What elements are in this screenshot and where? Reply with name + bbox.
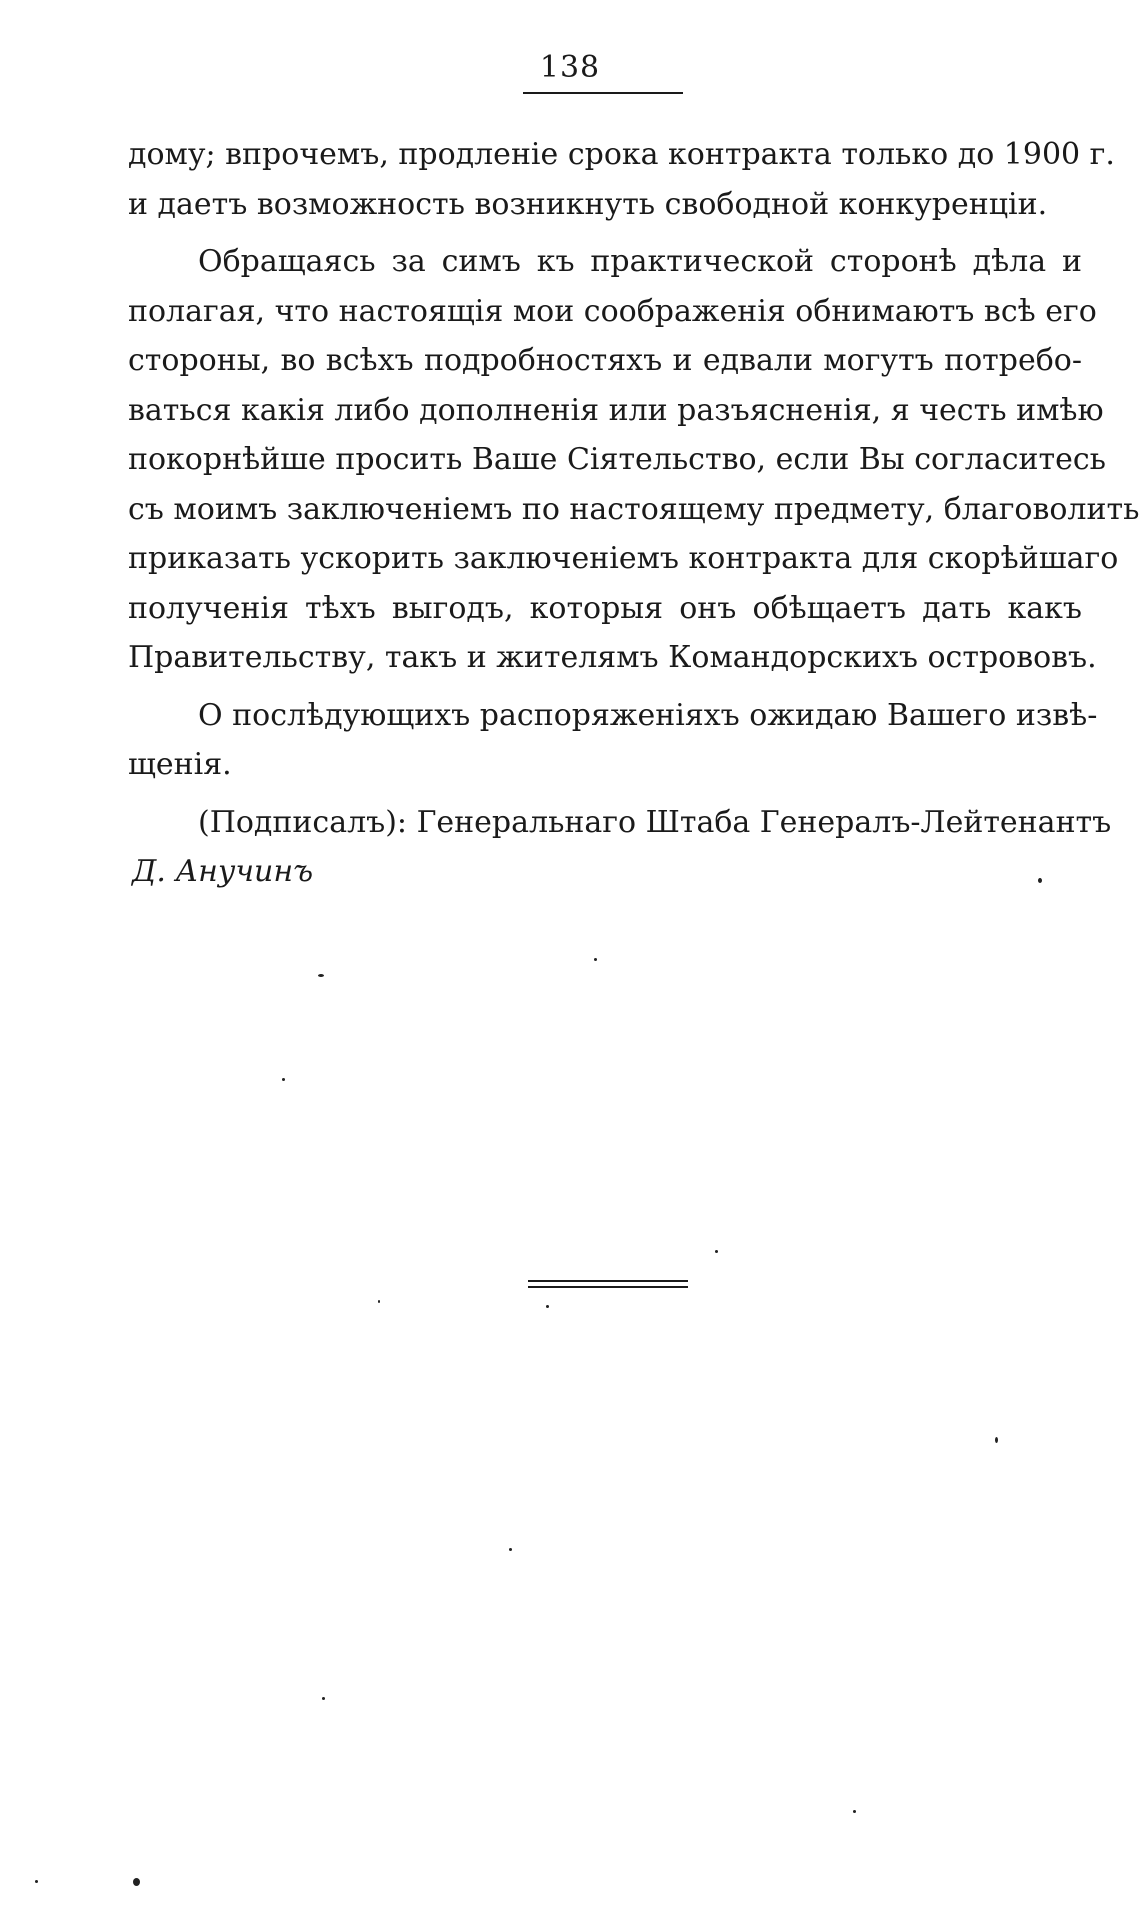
end-double-rule-top <box>528 1280 688 1282</box>
scan-speck <box>594 958 597 961</box>
paragraph-gap <box>128 683 1082 691</box>
scan-speck <box>995 1437 998 1443</box>
text-line: (Подписалъ): Генеральнаго Штаба Генералъ-Лейтенантъ <box>198 804 1112 840</box>
scan-speck <box>509 1548 512 1551</box>
paragraph-contract-extension <box>128 130 1115 229</box>
scan-speck <box>853 1810 856 1813</box>
scan-speck <box>378 1300 380 1303</box>
signature-name: Д. Анучинъ <box>132 854 314 889</box>
text-line: покорнѣйше просить Ваше Сіятельство, если Вы согласитесь <box>128 442 1107 477</box>
page-number: 138 <box>539 50 601 85</box>
paragraph-signed <box>128 798 1112 897</box>
text-line: ваться какія либо дополненія или разъясненія, я честь имѣю <box>128 392 1104 428</box>
paragraph-gap <box>128 229 1082 237</box>
scan-speck <box>282 1078 285 1081</box>
scan-speck <box>322 1697 325 1700</box>
page-number-rule <box>523 92 683 94</box>
text-line: и даетъ возможность возникнуть свободной конкуренціи. <box>128 186 1048 222</box>
paragraph-awaiting <box>128 691 1098 790</box>
scan-speck <box>546 1305 549 1308</box>
text-line: полагая, что настоящія мои соображенія обнимаютъ всѣ его <box>128 293 1097 329</box>
document-body <box>128 130 1140 897</box>
scan-speck <box>715 1250 718 1253</box>
text-line: съ моимъ заключеніемъ по настоящему предмету, благоволить <box>128 491 1140 527</box>
scan-speck <box>1038 878 1042 883</box>
scan-speck <box>133 1878 140 1886</box>
text-line: Правительству, такъ и жителямъ Командорскихъ острововъ. <box>128 640 1097 675</box>
paragraph-gap <box>128 790 1082 798</box>
end-double-rule-bottom <box>528 1286 688 1288</box>
text-line: дому; впрочемъ, продленіе срока контракта только до 1900 г. <box>128 137 1115 172</box>
text-line: О послѣдующихъ распоряженіяхъ ожидаю Вашего извѣ- <box>198 697 1098 733</box>
scan-speck <box>318 974 324 977</box>
paragraph-request <box>128 237 1140 683</box>
text-line: стороны, во всѣхъ подробностяхъ и едвали могутъ потребо- <box>128 343 1082 378</box>
text-line: приказать ускорить заключеніемъ контракта для скорѣйшаго <box>128 541 1119 576</box>
text-line: Обращаясь за симъ къ практической сторонѣ дѣла и <box>198 244 1082 279</box>
text-line: полученія тѣхъ выгодъ, которыя онъ обѣщаетъ дать какъ <box>128 590 1082 626</box>
text-line: щенія. <box>128 747 232 782</box>
scan-speck <box>35 1880 38 1883</box>
